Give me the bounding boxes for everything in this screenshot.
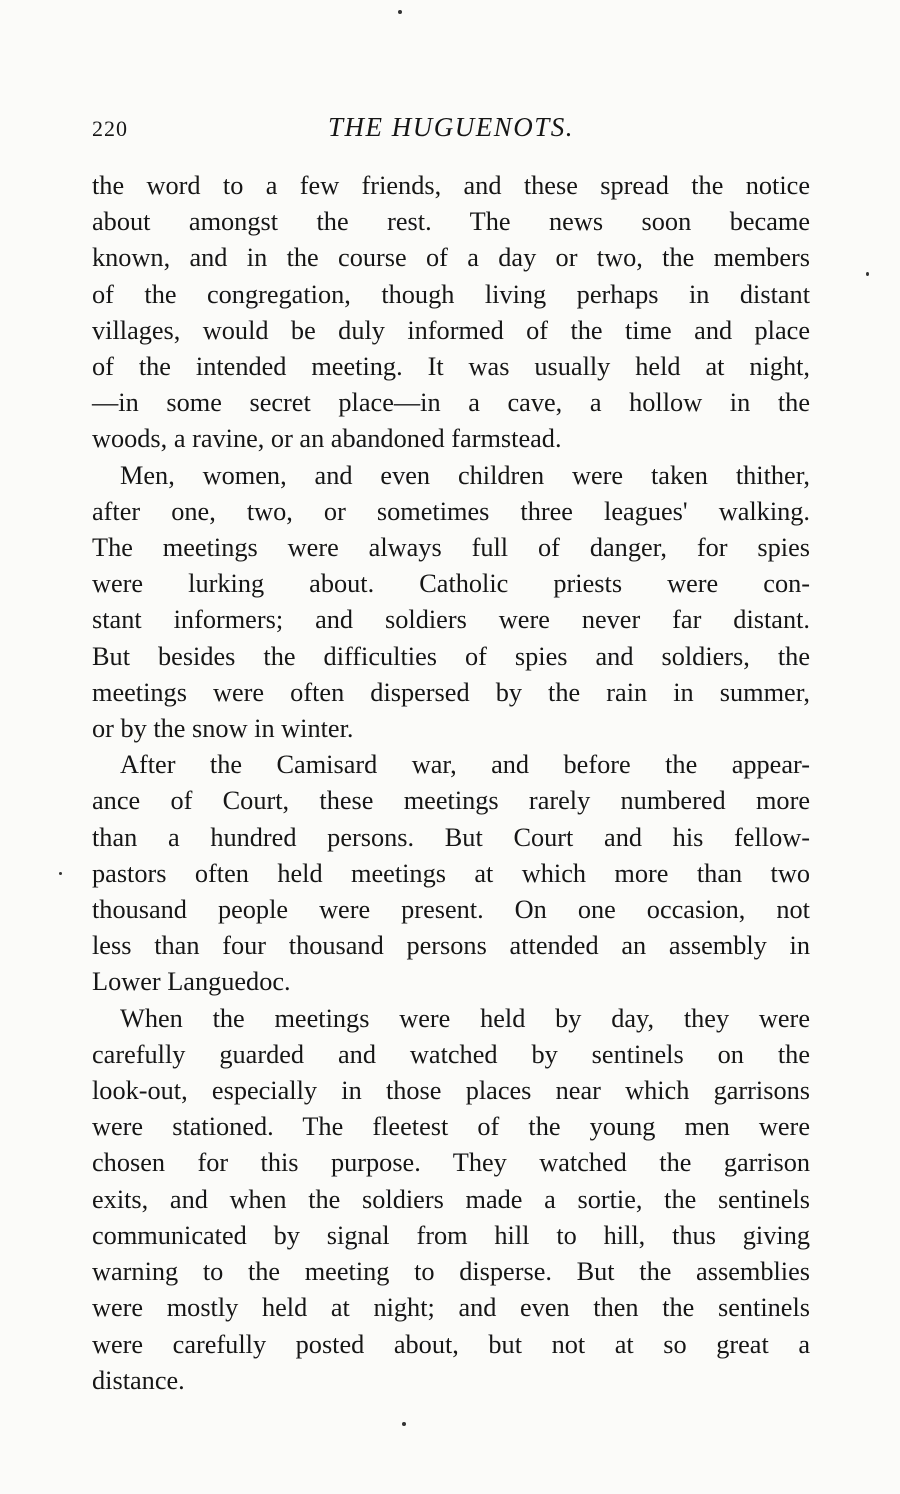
page-header xyxy=(92,110,810,154)
text-line: stant informers; and soldiers were never far distant. xyxy=(92,605,810,635)
text-line: thousand people were present. On one occasion, not xyxy=(92,895,810,925)
text-line: were carefully posted about, but not at so great a xyxy=(92,1329,810,1359)
ink-speck xyxy=(866,272,869,276)
text-line: warning to the meeting to disperse. But the assemblies xyxy=(92,1257,810,1287)
text-line: of the congregation, though living perhaps in distant xyxy=(92,279,810,309)
text-line: The meetings were always full of danger, for spies xyxy=(92,533,810,563)
text-line: than a hundred persons. But Court and his fellow- xyxy=(92,822,810,852)
text-line: But besides the difficulties of spies and soldiers, the xyxy=(92,641,810,671)
text-line: —in some secret place—in a cave, a hollow in the xyxy=(92,388,810,418)
text-line: After the Camisard war, and before the appear- xyxy=(120,750,810,780)
paragraph xyxy=(92,747,810,1000)
ink-speck xyxy=(59,872,62,875)
body-text xyxy=(92,168,810,1399)
text-line: communicated by signal from hill to hill, thus giving xyxy=(92,1220,810,1250)
text-line: of the intended meeting. It was usually held at night, xyxy=(92,352,810,382)
ink-speck xyxy=(402,1422,406,1426)
text-line: villages, would be duly informed of the time and place xyxy=(92,315,810,345)
text-line: When the meetings were held by day, they were xyxy=(120,1003,810,1033)
text-line: pastors often held meetings at which more than two xyxy=(92,858,810,888)
text-line: exits, and when the soldiers made a sortie, the sentinels xyxy=(92,1184,810,1214)
paragraph xyxy=(92,458,810,748)
text-line: were lurking about. Catholic priests were con- xyxy=(92,569,810,599)
page-number: 220 xyxy=(92,116,128,141)
text-line: the word to a few friends, and these spread the notice xyxy=(92,171,810,200)
paragraph xyxy=(92,1001,810,1399)
text-line: about amongst the rest. The news soon became xyxy=(92,207,810,237)
text-line: meetings were often dispersed by the rain in summer, xyxy=(92,677,810,707)
paragraph xyxy=(92,168,810,458)
text-line: look-out, especially in those places near which garrisons xyxy=(92,1076,810,1106)
text-line: or by the snow in winter. xyxy=(92,714,354,744)
text-line: were mostly held at night; and even then the sentinels xyxy=(92,1293,810,1323)
text-line: chosen for this purpose. They watched the garrison xyxy=(92,1148,810,1178)
ink-speck xyxy=(398,10,402,14)
text-line: carefully guarded and watched by sentinels on the xyxy=(92,1039,810,1069)
running-title: THE HUGUENOTS. xyxy=(327,112,575,142)
text-line: ance of Court, these meetings rarely numbered more xyxy=(92,786,810,816)
text-line: woods, a ravine, or an abandoned farmstead. xyxy=(92,424,562,454)
text-line: Men, women, and even children were taken thither, xyxy=(120,460,810,490)
text-line: Lower Languedoc. xyxy=(92,967,291,997)
text-line: less than four thousand persons attended an assembly in xyxy=(92,931,810,961)
text-line: distance. xyxy=(92,1365,185,1395)
text-line: known, and in the course of a day or two, the members xyxy=(92,243,810,273)
text-line: after one, two, or sometimes three leagues' walking. xyxy=(92,496,810,526)
text-line: were stationed. The fleetest of the young men were xyxy=(92,1112,810,1142)
